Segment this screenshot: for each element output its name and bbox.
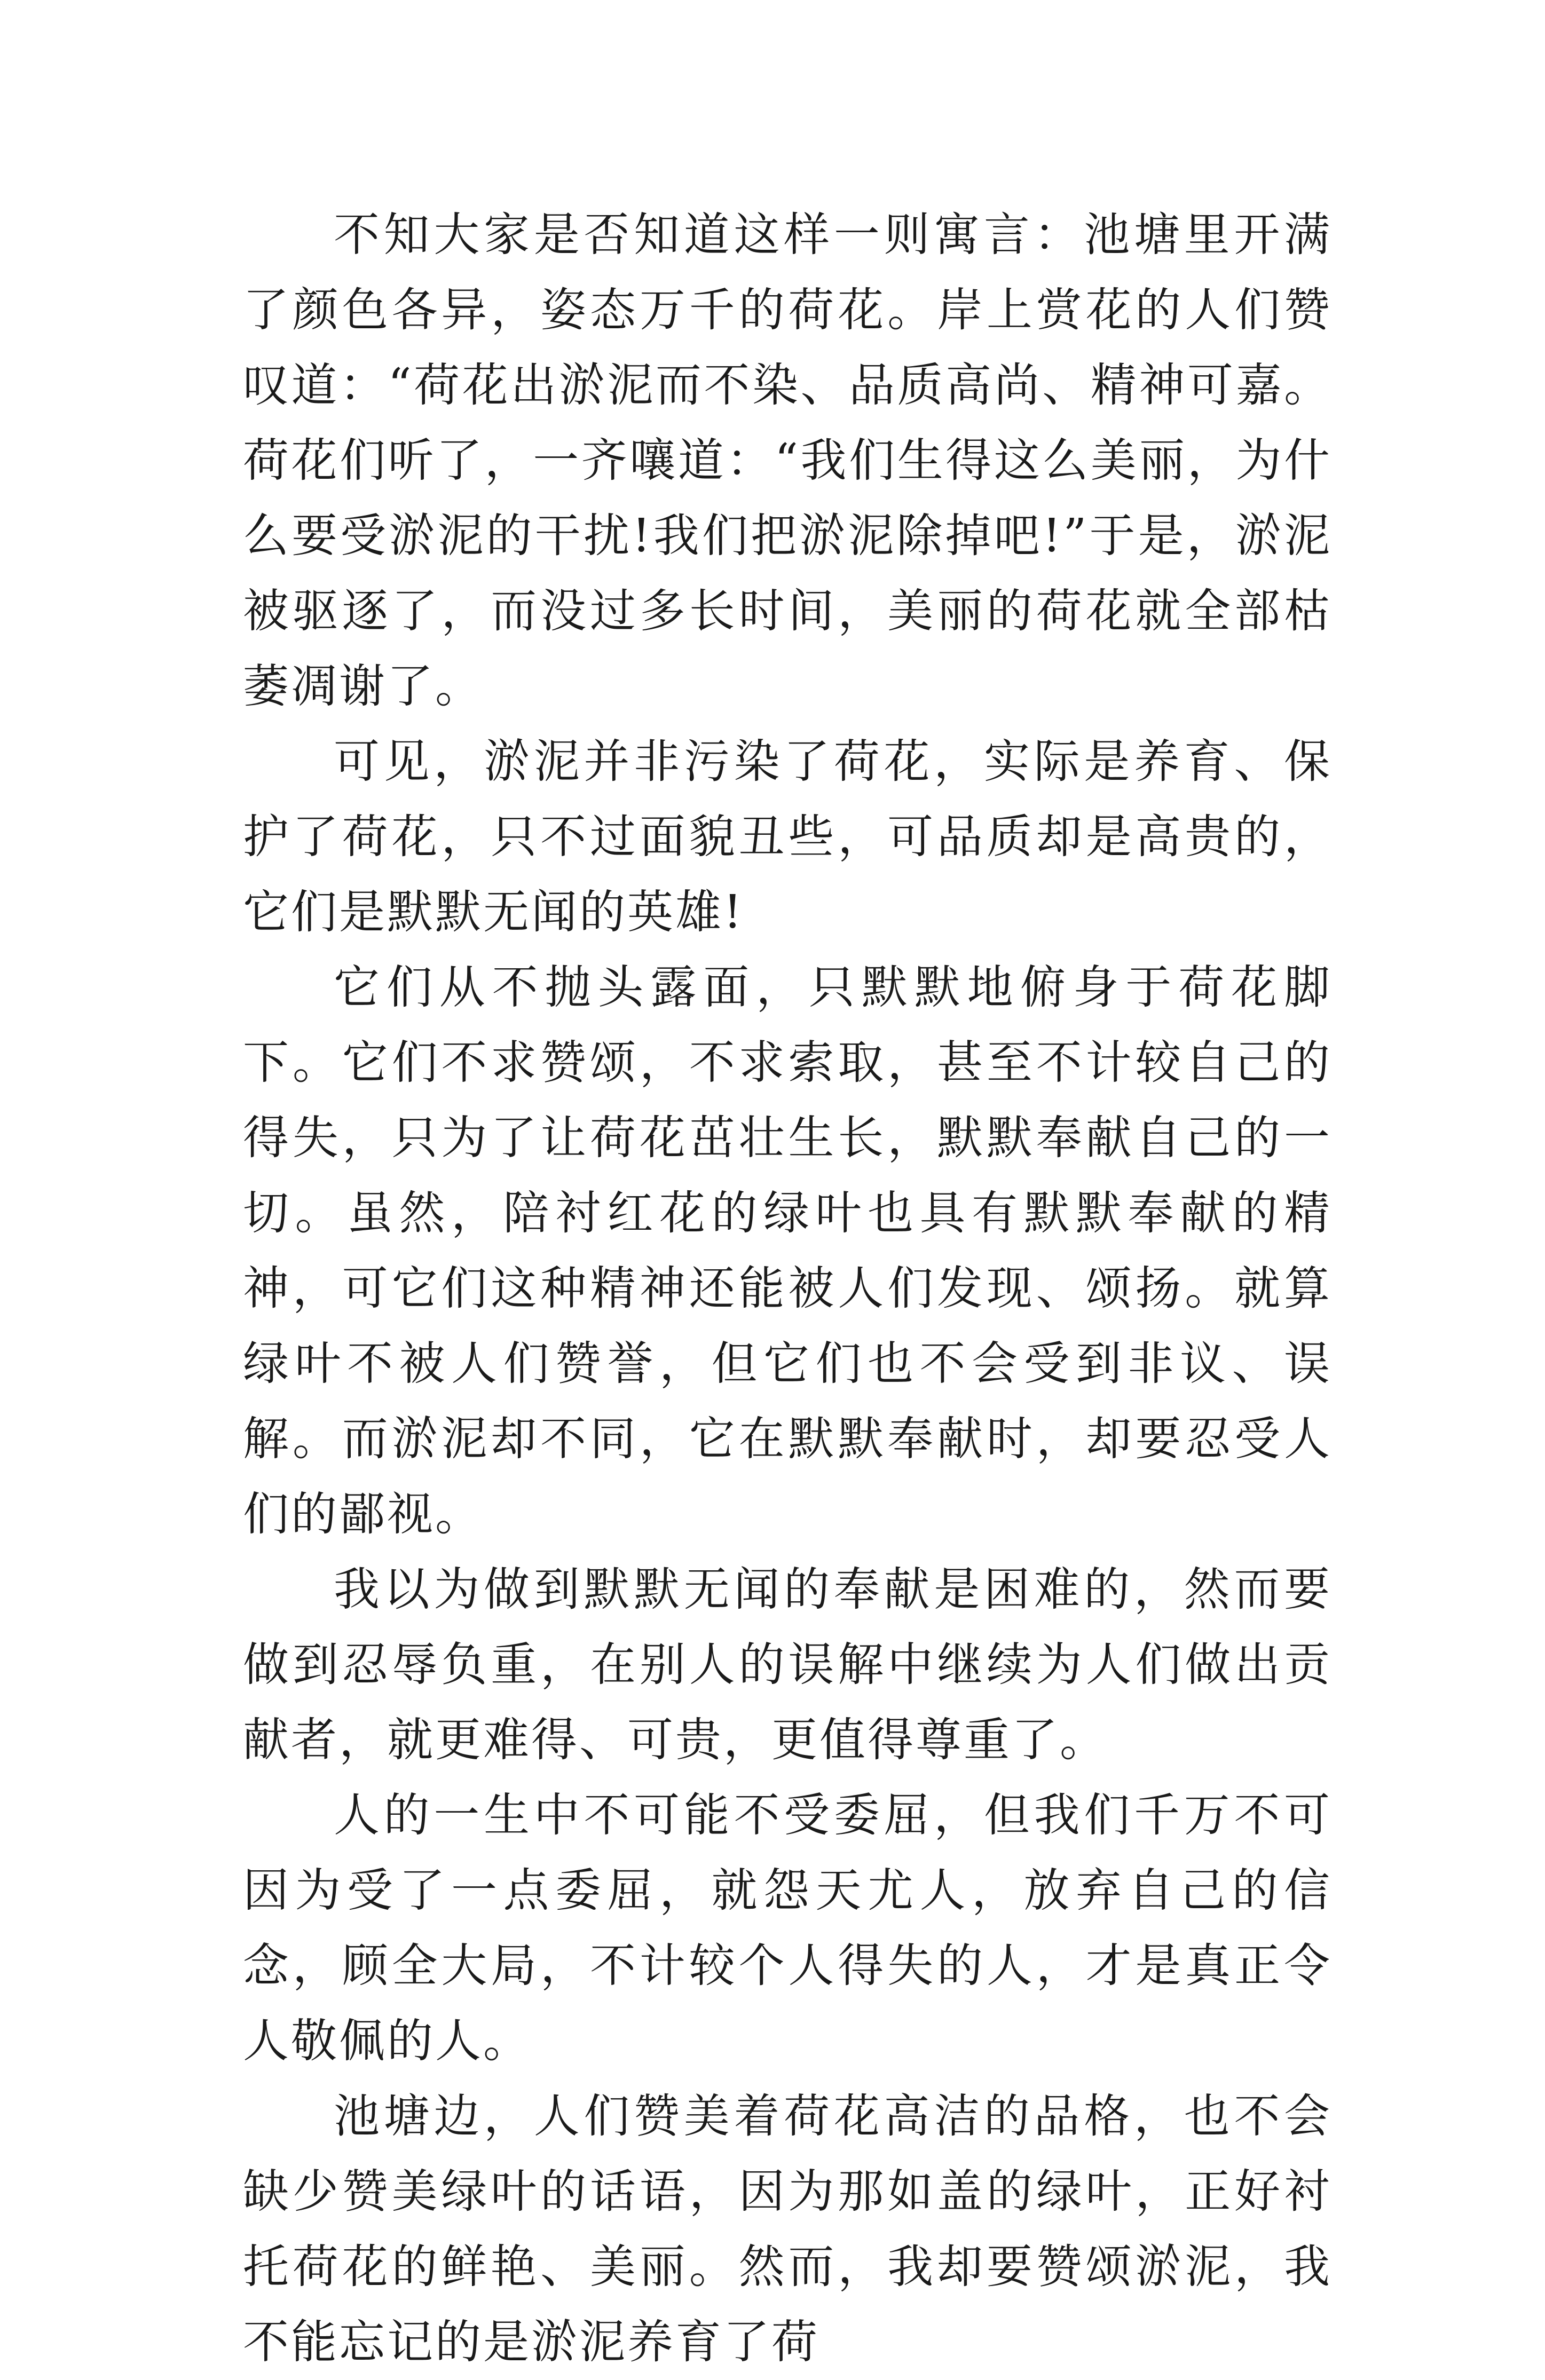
body-text	[243, 197, 1332, 2380]
paragraph-6: 池塘边，人们赞美着荷花高洁的品格，也不会缺少赞美绿叶的话语，因为那如盖的绿叶，正好衬托荷花的鲜艳、美丽。然而，我却要赞颂淤泥，我不能忘记的是淤泥养育了荷	[243, 2090, 1332, 2369]
paragraph-3: 它们从不抛头露面，只默默地俯身于荷花脚下。它们不求赞颂，不求索取，甚至不计较自己的得失，只为了让荷花茁壮生长，默默奉献自己的一切。虽然，陪衬红花的绿叶也具有默默奉献的精神，可它们这种精神还能被人们发现、颂扬。就算绿叶不被人们赞誉，但它们也不会受到非议、误解。而淤泥却不同，它在默默奉献时，却要忍受人们的鄙视。	[243, 961, 1332, 1541]
paragraph-1: 不知大家是否知道这样一则寓言：池塘里开满了颜色各异，姿态万千的荷花。岸上赏花的人们赞叹道：“荷花出淤泥而不染、品质高尚、精神可嘉。荷花们听了，一齐嚷道：“我们生得这么美丽，为什么要受淤泥的干扰!我们把淤泥除掉吧!”于是，淤泥被驱逐了，而没过多长时间，美丽的荷花就全部枯萎凋谢了。	[243, 208, 1332, 713]
paragraph-5: 人的一生中不可能不受委屈，但我们千万不可因为受了一点委屈，就怨天尤人，放弃自己的信念，顾全大局，不计较个人得失的人，才是真正令人敬佩的人。	[243, 1789, 1332, 2068]
paragraph-4: 我以为做到默默无闻的奉献是困难的，然而要做到忍辱负重，在别人的误解中继续为人们做出贡献者，就更难得、可贵，更值得尊重了。	[243, 1563, 1332, 1767]
paragraph-2: 可见，淤泥并非污染了荷花，实际是养育、保护了荷花，只不过面貌丑些，可品质却是高贵的，它们是默默无闻的英雄!	[243, 735, 1332, 939]
